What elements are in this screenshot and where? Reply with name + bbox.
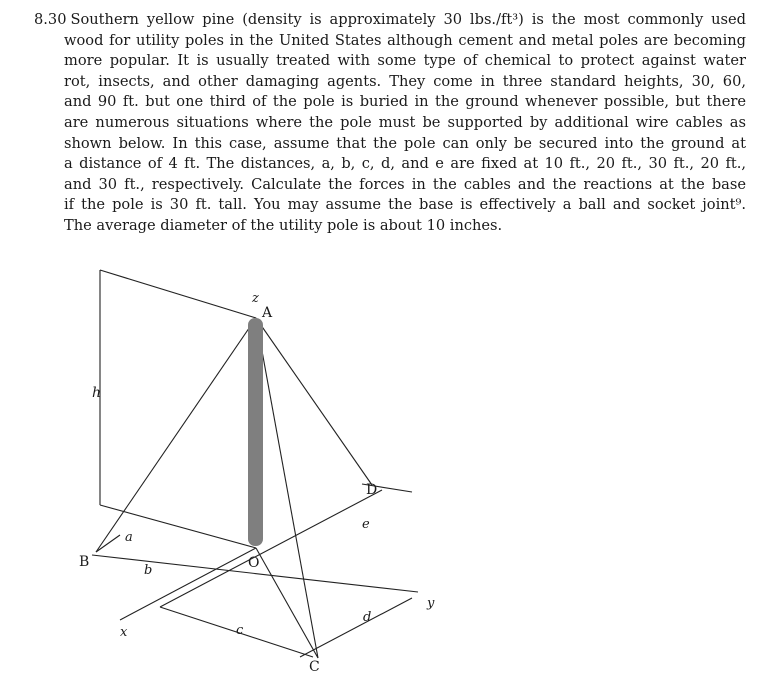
- problem-number: 8.30: [34, 11, 67, 28]
- problem-line-8: a distance of 4 ft. The distances, a, b, c, d, and e are fixed at 10 ft., 20 ft., 30 ft., 20 ft.,: [64, 155, 746, 173]
- ground-diagonal-e-line: [300, 598, 412, 657]
- problem-line-1: 8.30 Southern yellow pine (density is approximately 30 lbs./ft³) is the most commonly used: [34, 11, 746, 28]
- label-b: b: [144, 563, 153, 578]
- label-c: c: [236, 623, 244, 638]
- cable-AB: [96, 318, 256, 552]
- ground-diagonal-D-line: [160, 490, 382, 607]
- problem-line-7: shown below. In this case, assume that the pole can only be secured into the ground at: [64, 134, 746, 152]
- label-z: z: [252, 291, 259, 306]
- cable-B-dim: [96, 535, 120, 552]
- utility-pole: [248, 318, 263, 546]
- label-a: a: [125, 530, 133, 545]
- label-C: C: [309, 659, 320, 675]
- problem-line-4: rot, insects, and other damaging agents. They come in three standard heights, 30, 60,: [64, 72, 746, 90]
- label-d: d: [363, 610, 372, 625]
- x-axis-line: [120, 548, 256, 620]
- label-D: D: [366, 482, 378, 498]
- cable-AD: [256, 318, 372, 485]
- label-h: h: [92, 385, 102, 401]
- label-O: O: [248, 555, 260, 571]
- label-B: B: [79, 554, 90, 570]
- label-y: y: [427, 596, 435, 611]
- problem-line-5: and 90 ft. but one third of the pole is buried in the ground whenever possible, but there: [64, 93, 746, 111]
- problem-line-9: and 30 ft., respectively. Calculate the forces in the cables and the reactions at the base: [64, 175, 746, 193]
- height-ref-top: [100, 270, 256, 318]
- label-A: A: [262, 305, 273, 321]
- problem-line-6: are numerous situations where the pole must be supported by additional wire cables as: [64, 113, 746, 131]
- problem-line-10: if the pole is 30 ft. tall. You may assume the base is effectively a ball and socket joint⁹.: [64, 196, 746, 214]
- problem-line-2: wood for utility poles in the United States although cement and metal poles are becoming: [64, 31, 746, 49]
- problem-line-3: more popular. It is usually treated with some type of chemical to protect against water: [64, 52, 746, 70]
- cable-AC: [256, 318, 318, 658]
- problem-line-11: The average diameter of the utility pole is about 10 inches.: [64, 216, 503, 234]
- label-x: x: [120, 625, 128, 640]
- label-e: e: [362, 517, 370, 532]
